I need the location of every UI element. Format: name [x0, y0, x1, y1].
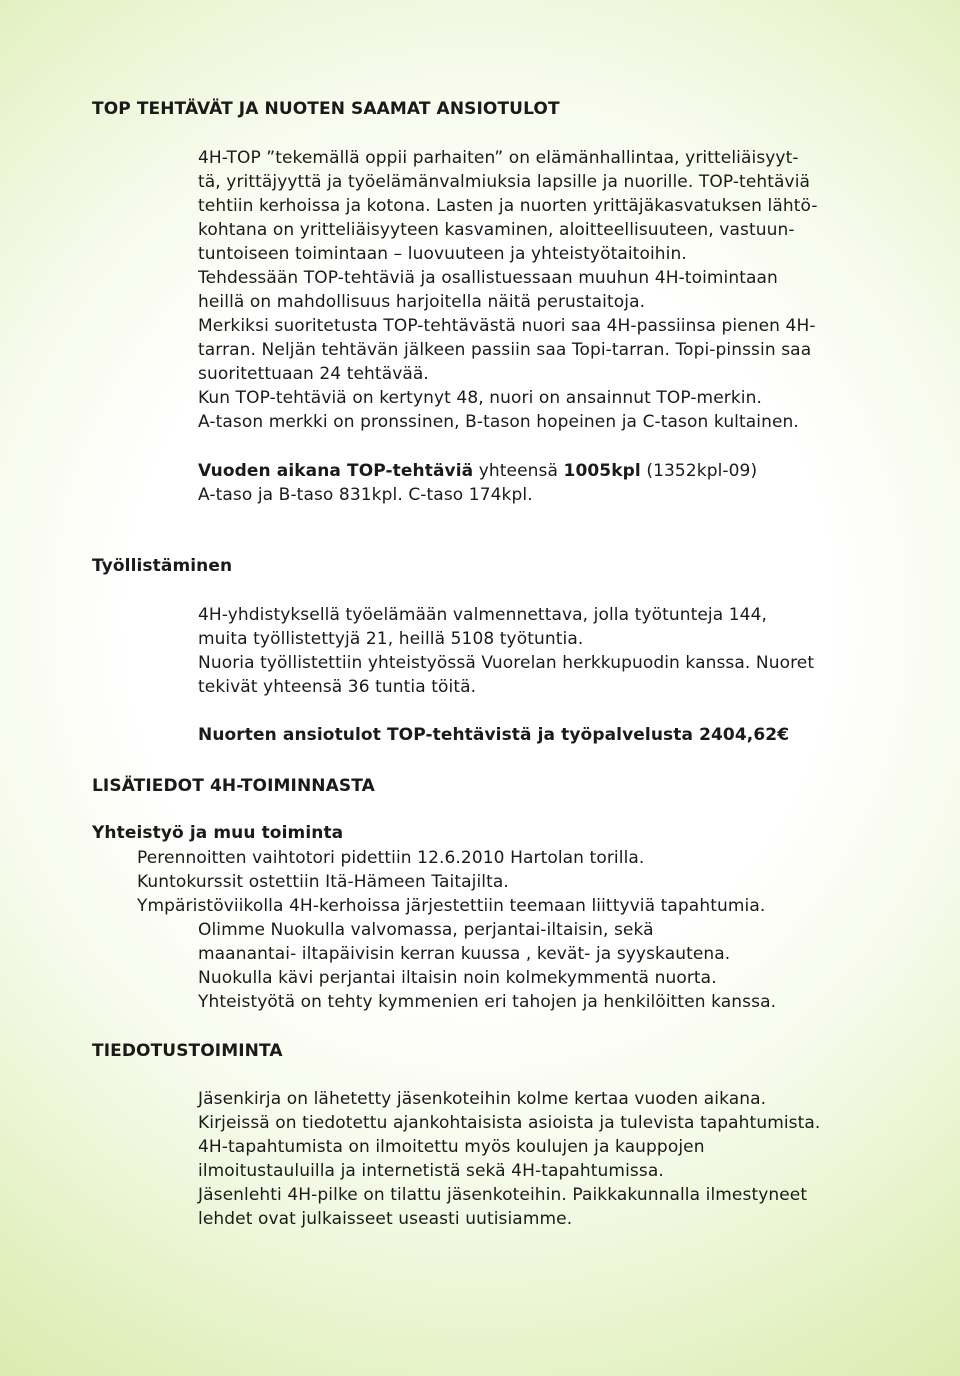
- text-line: Ympäristöviikolla 4H-kerhoissa järjestettiin teemaan liittyviä tapahtumia.: [137, 896, 766, 916]
- summary-label: Vuoden aikana TOP-tehtäviä: [198, 461, 474, 481]
- text-line: Jäsenlehti 4H-pilke on tilattu jäsenkoteihin. Paikkakunnalla ilmestyneet: [198, 1185, 808, 1205]
- summary-count: 1005kpl: [563, 461, 641, 481]
- summary-line: [198, 459, 757, 483]
- text-line: Olimme Nuokulla valvomassa, perjantai-iltaisin, sekä: [198, 920, 654, 940]
- income-total: Nuorten ansiotulot TOP-tehtävistä ja työpalvelusta 2404,62€: [198, 725, 790, 745]
- summary-line-2: A-taso ja B-taso 831kpl. C-taso 174kpl.: [198, 485, 533, 505]
- text-line: Nuoria työllistettiin yhteistyössä Vuorelan herkkupuodin kanssa. Nuoret: [198, 653, 815, 673]
- text-line: Jäsenkirja on lähetetty jäsenkoteihin kolme kertaa vuoden aikana.: [198, 1089, 767, 1109]
- text-line: Merkiksi suoritetusta TOP-tehtävästä nuori saa 4H-passiinsa pienen 4H-: [198, 316, 816, 336]
- text-line: 4H-tapahtumista on ilmoitettu myös koulujen ja kauppojen: [198, 1137, 705, 1157]
- summary-text: yhteensä: [473, 461, 564, 481]
- text-line: Kun TOP-tehtäviä on kertynyt 48, nuori on ansainnut TOP-merkin.: [198, 388, 763, 408]
- text-line: 4H-yhdistyksellä työelämään valmennettava, jolla työtunteja 144,: [198, 605, 768, 625]
- subheading-cooperation: Yhteistyö ja muu toiminta: [92, 823, 344, 843]
- youth-center-paragraph: [198, 918, 776, 1014]
- text-line: tarran. Neljän tehtävän jälkeen passiin saa Topi-tarran. Topi-pinssin saa: [198, 340, 812, 360]
- text-line: 4H-TOP ”tekemällä oppii parhaiten” on elämänhallintaa, yritteliäisyyt-: [198, 148, 799, 168]
- text-line: tä, yrittäjyyttä ja työelämänvalmiuksia lapsille ja nuorille. TOP-tehtäviä: [198, 172, 811, 192]
- heading-employment: Työllistäminen: [92, 556, 233, 576]
- text-line: kohtana on yritteliäisyyteen kasvaminen, aloitteellisuuteen, vastuun-: [198, 220, 795, 240]
- text-line: ilmoitustauluilla ja internetistä sekä 4H-tapahtumissa.: [198, 1161, 664, 1181]
- text-line: Nuokulla kävi perjantai iltaisin noin kolmekymmentä nuorta.: [198, 968, 717, 988]
- text-line: Yhteistyötä on tehty kymmenien eri tahojen ja henkilöitten kanssa.: [198, 992, 777, 1012]
- text-line: lehdet ovat julkaisseet useasti uutisiamme.: [198, 1209, 573, 1229]
- text-line: suoritettuaan 24 tehtävää.: [198, 364, 429, 384]
- communications-paragraph: [198, 1087, 820, 1231]
- text-line: tehtiin kerhoissa ja kotona. Lasten ja nuorten yrittäjäkasvatuksen lähtö-: [198, 196, 818, 216]
- text-line: Tehdessään TOP-tehtäviä ja osallistuessaan muuhun 4H-toimintaan: [198, 268, 778, 288]
- text-line: muita työllistettyjä 21, heillä 5108 työtuntia.: [198, 629, 584, 649]
- text-line: tekivät yhteensä 36 tuntia töitä.: [198, 677, 477, 697]
- summary-text: (1352kpl-09): [640, 461, 758, 481]
- heading-top-tasks: TOP TEHTÄVÄT JA NUOTEN SAAMAT ANSIOTULOT: [92, 99, 560, 119]
- heading-additional-info: LISÄTIEDOT 4H-TOIMINNASTA: [92, 776, 375, 796]
- text-line: tuntoiseen toimintaan – luovuuteen ja yhteistyötaitoihin.: [198, 244, 687, 264]
- text-line: Kirjeissä on tiedotettu ajankohtaisista asioista ja tulevista tapahtumista.: [198, 1113, 821, 1133]
- heading-communications: TIEDOTUSTOIMINTA: [92, 1041, 283, 1061]
- top-tasks-summary: [198, 459, 757, 507]
- employment-paragraph: [198, 603, 814, 699]
- text-line: heillä on mahdollisuus harjoitella näitä perustaitoja.: [198, 292, 646, 312]
- text-line: Perennoitten vaihtotori pidettiin 12.6.2010 Hartolan torilla.: [137, 848, 645, 868]
- top-tasks-paragraph: [198, 146, 818, 434]
- cooperation-list: [137, 846, 765, 918]
- text-line: Kuntokurssit ostettiin Itä-Hämeen Taitajilta.: [137, 872, 509, 892]
- text-line: A-tason merkki on pronssinen, B-tason hopeinen ja C-tason kultainen.: [198, 412, 799, 432]
- text-line: maanantai- iltapäivisin kerran kuussa , kevät- ja syyskautena.: [198, 944, 731, 964]
